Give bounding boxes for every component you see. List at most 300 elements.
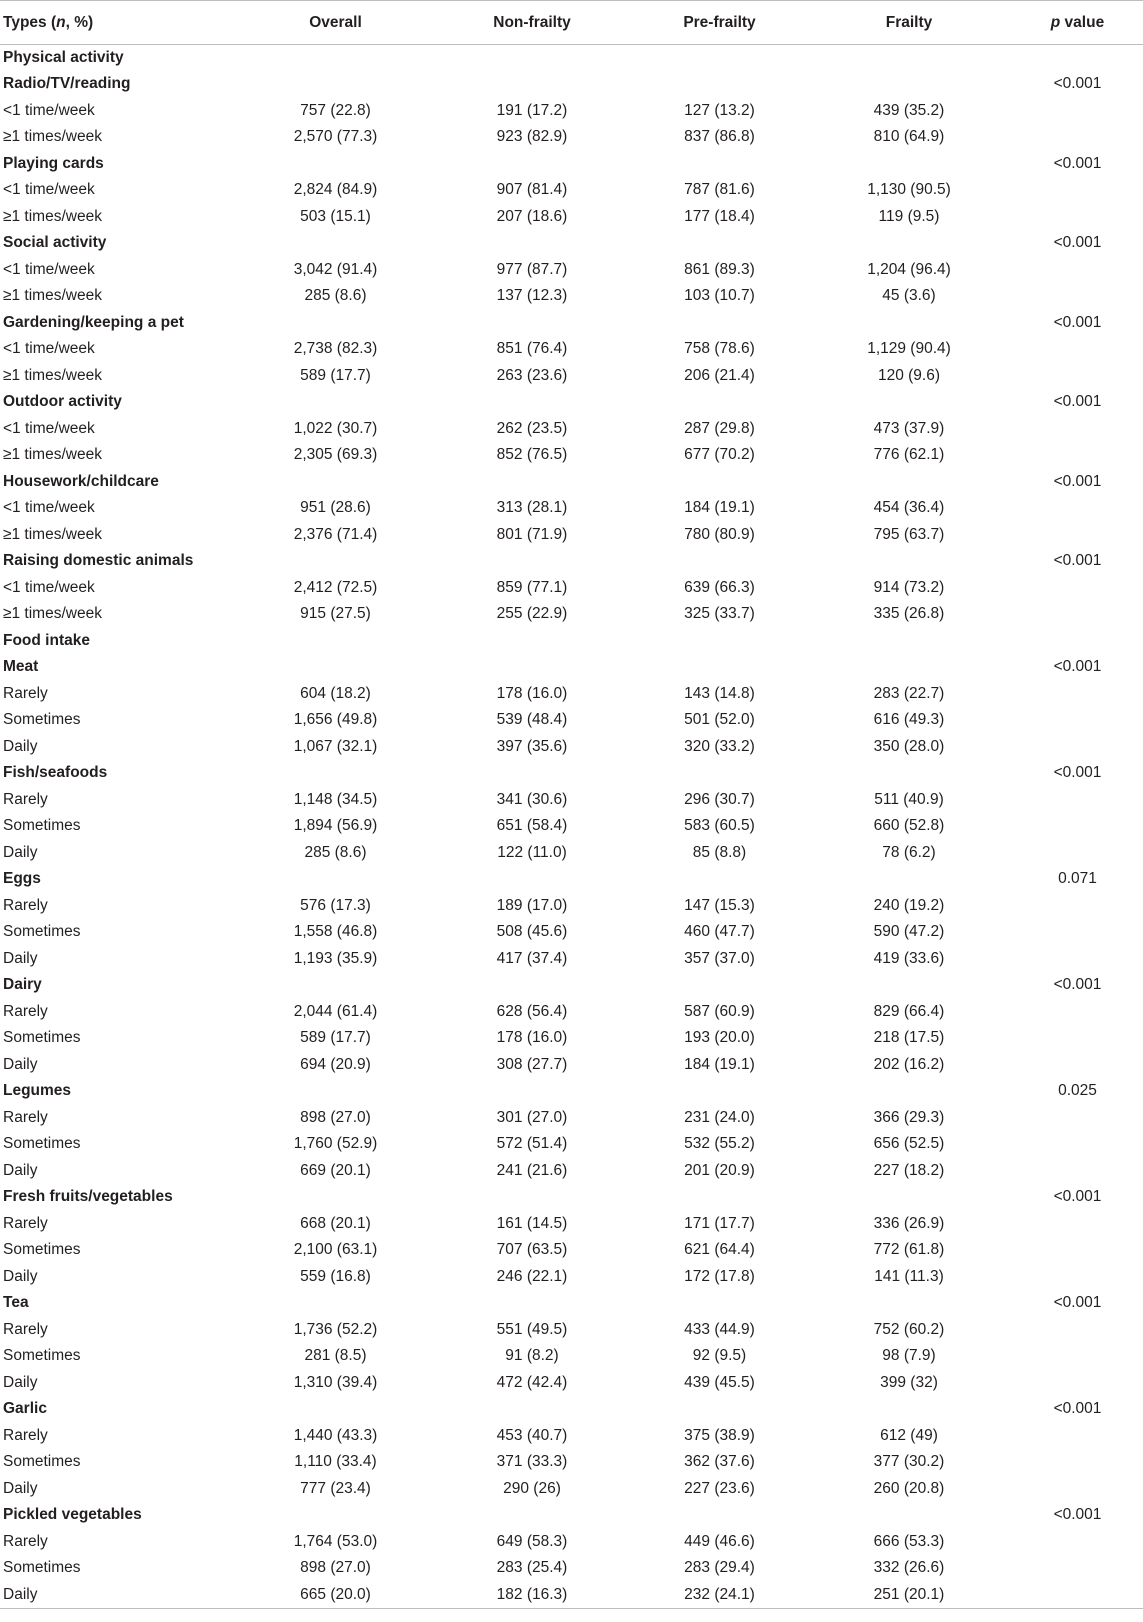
cell-frailty: 98 (7.9) bbox=[882, 1347, 936, 1365]
cell-non-frailty bbox=[439, 230, 625, 257]
table-row bbox=[0, 575, 1143, 602]
table-row bbox=[0, 1158, 1143, 1185]
cell-pre-frailty bbox=[625, 151, 814, 178]
table-row bbox=[0, 257, 1143, 284]
cell-p-value bbox=[1004, 416, 1143, 443]
cell-non-frailty: 313 (28.1) bbox=[496, 499, 568, 517]
cell-overall: 2,044 (61.4) bbox=[293, 1002, 378, 1020]
cell-non-frailty: 397 (35.6) bbox=[496, 737, 568, 755]
cell-pre-frailty: 85 (8.8) bbox=[692, 843, 747, 861]
row-label: Rarely bbox=[3, 1426, 48, 1444]
table-row bbox=[0, 1211, 1143, 1238]
cell-overall: 604 (18.2) bbox=[300, 684, 371, 702]
row-label: Rarely bbox=[3, 1320, 48, 1338]
cell-frailty bbox=[814, 628, 1004, 655]
cell-pre-frailty: 143 (14.8) bbox=[684, 684, 755, 702]
cell-p-value bbox=[1004, 336, 1143, 363]
header-frailty: Frailty bbox=[814, 1, 1004, 45]
cell-p-value bbox=[1004, 734, 1143, 761]
cell-frailty: 377 (30.2) bbox=[873, 1453, 945, 1471]
cell-p-value bbox=[1004, 124, 1143, 151]
group-label: Dairy bbox=[3, 976, 42, 994]
cell-p-value: <0.001 bbox=[1053, 393, 1102, 411]
cell-p-value bbox=[1004, 628, 1143, 655]
cell-overall: 285 (8.6) bbox=[304, 843, 367, 861]
cell-p-value bbox=[1004, 363, 1143, 390]
group-label: Gardening/keeping a pet bbox=[3, 313, 184, 331]
cell-p-value bbox=[1004, 1158, 1143, 1185]
group-row bbox=[0, 1290, 1143, 1317]
row-label: <1 time/week bbox=[3, 181, 95, 199]
cell-pre-frailty bbox=[625, 230, 814, 257]
cell-non-frailty: 801 (71.9) bbox=[496, 525, 568, 543]
cell-p-value bbox=[1004, 1449, 1143, 1476]
table-row bbox=[0, 1423, 1143, 1450]
row-label: Daily bbox=[3, 843, 38, 861]
table-row bbox=[0, 707, 1143, 734]
cell-overall bbox=[232, 310, 439, 337]
cell-overall: 2,738 (82.3) bbox=[293, 340, 378, 358]
cell-non-frailty: 262 (23.5) bbox=[496, 419, 568, 437]
cell-p-value: 0.025 bbox=[1058, 1082, 1097, 1100]
row-label: Sometimes bbox=[3, 1135, 81, 1153]
cell-pre-frailty: 583 (60.5) bbox=[684, 817, 755, 835]
cell-pre-frailty: 193 (20.0) bbox=[684, 1029, 755, 1047]
cell-p-value bbox=[1004, 946, 1143, 973]
cell-pre-frailty: 201 (20.9) bbox=[684, 1161, 755, 1179]
table-row bbox=[0, 893, 1143, 920]
table-row bbox=[0, 124, 1143, 151]
cell-overall: 1,656 (49.8) bbox=[293, 711, 378, 729]
cell-overall: 1,736 (52.2) bbox=[293, 1320, 378, 1338]
cell-overall: 1,110 (33.4) bbox=[294, 1453, 377, 1471]
cell-pre-frailty bbox=[625, 866, 814, 893]
header-non-frailty: Non-frailty bbox=[439, 1, 625, 45]
header-pre-frailty: Pre-frailty bbox=[625, 1, 814, 45]
cell-frailty bbox=[814, 1184, 1004, 1211]
cell-non-frailty: 301 (27.0) bbox=[496, 1108, 568, 1126]
cell-p-value: <0.001 bbox=[1053, 976, 1102, 994]
cell-overall: 2,376 (71.4) bbox=[293, 525, 378, 543]
cell-non-frailty: 923 (82.9) bbox=[496, 128, 568, 146]
row-label: <1 time/week bbox=[3, 101, 95, 119]
header-p-rest: value bbox=[1060, 13, 1105, 31]
cell-pre-frailty bbox=[625, 972, 814, 999]
cell-p-value bbox=[1004, 522, 1143, 549]
cell-non-frailty: 178 (16.0) bbox=[496, 684, 568, 702]
row-label: Daily bbox=[3, 1161, 38, 1179]
cell-non-frailty: 283 (25.4) bbox=[496, 1559, 568, 1577]
cell-pre-frailty: 787 (81.6) bbox=[684, 181, 755, 199]
cell-pre-frailty: 172 (17.8) bbox=[684, 1267, 755, 1285]
cell-non-frailty: 551 (49.5) bbox=[496, 1320, 568, 1338]
cell-non-frailty: 417 (37.4) bbox=[496, 949, 568, 967]
cell-frailty: 439 (35.2) bbox=[873, 101, 945, 119]
cell-p-value bbox=[1004, 1343, 1143, 1370]
cell-pre-frailty bbox=[625, 654, 814, 681]
cell-frailty bbox=[814, 230, 1004, 257]
cell-frailty: 752 (60.2) bbox=[873, 1320, 945, 1338]
cell-p-value: <0.001 bbox=[1053, 313, 1102, 331]
row-label: Rarely bbox=[3, 1214, 48, 1232]
cell-p-value: <0.001 bbox=[1053, 1188, 1102, 1206]
table-row bbox=[0, 946, 1143, 973]
table-row bbox=[0, 177, 1143, 204]
group-row bbox=[0, 1502, 1143, 1529]
table-row bbox=[0, 336, 1143, 363]
row-label: <1 time/week bbox=[3, 578, 95, 596]
cell-overall: 1,193 (35.9) bbox=[293, 949, 378, 967]
row-label: Daily bbox=[3, 949, 38, 967]
cell-p-value bbox=[1004, 840, 1143, 867]
cell-pre-frailty: 184 (19.1) bbox=[684, 1055, 755, 1073]
cell-overall: 576 (17.3) bbox=[300, 896, 371, 914]
cell-overall bbox=[232, 1396, 439, 1423]
cell-frailty bbox=[814, 151, 1004, 178]
cell-frailty: 776 (62.1) bbox=[873, 446, 945, 464]
cell-p-value bbox=[1004, 45, 1143, 72]
cell-p-value bbox=[1004, 283, 1143, 310]
cell-frailty: 454 (36.4) bbox=[873, 499, 945, 517]
row-label: Sometimes bbox=[3, 817, 81, 835]
cell-overall: 898 (27.0) bbox=[300, 1108, 371, 1126]
row-label: <1 time/week bbox=[3, 340, 95, 358]
cell-p-value bbox=[1004, 1582, 1143, 1609]
row-label: <1 time/week bbox=[3, 419, 95, 437]
cell-non-frailty bbox=[439, 654, 625, 681]
cell-overall: 2,305 (69.3) bbox=[293, 446, 378, 464]
cell-overall: 757 (22.8) bbox=[300, 101, 371, 119]
cell-frailty bbox=[814, 45, 1004, 72]
cell-p-value bbox=[1004, 177, 1143, 204]
cell-frailty: 660 (52.8) bbox=[873, 817, 945, 835]
row-label: ≥1 times/week bbox=[3, 605, 102, 623]
cell-non-frailty bbox=[439, 1396, 625, 1423]
cell-frailty bbox=[814, 1078, 1004, 1105]
cell-overall: 2,100 (63.1) bbox=[293, 1241, 378, 1259]
cell-frailty: 260 (20.8) bbox=[873, 1479, 945, 1497]
cell-p-value: <0.001 bbox=[1053, 552, 1102, 570]
cell-frailty: 795 (63.7) bbox=[873, 525, 945, 543]
cell-overall bbox=[232, 654, 439, 681]
cell-pre-frailty: 587 (60.9) bbox=[684, 1002, 755, 1020]
group-row bbox=[0, 1396, 1143, 1423]
row-label: Daily bbox=[3, 737, 38, 755]
cell-overall: 559 (16.8) bbox=[300, 1267, 371, 1285]
group-label: Legumes bbox=[3, 1082, 72, 1100]
cell-overall: 898 (27.0) bbox=[300, 1559, 371, 1577]
cell-non-frailty: 207 (18.6) bbox=[496, 207, 568, 225]
cell-frailty: 399 (32) bbox=[880, 1373, 938, 1391]
row-label: <1 time/week bbox=[3, 499, 95, 517]
cell-p-value bbox=[1004, 919, 1143, 946]
cell-frailty: 240 (19.2) bbox=[873, 896, 945, 914]
cell-pre-frailty: 177 (18.4) bbox=[684, 207, 755, 225]
cell-non-frailty: 707 (63.5) bbox=[496, 1241, 568, 1259]
cell-pre-frailty: 227 (23.6) bbox=[684, 1479, 755, 1497]
table-row bbox=[0, 1264, 1143, 1291]
table-row bbox=[0, 1555, 1143, 1582]
cell-overall: 2,824 (84.9) bbox=[293, 181, 378, 199]
cell-non-frailty bbox=[439, 628, 625, 655]
cell-overall bbox=[232, 469, 439, 496]
cell-non-frailty: 241 (21.6) bbox=[496, 1161, 568, 1179]
cell-overall: 669 (20.1) bbox=[300, 1161, 371, 1179]
cell-frailty bbox=[814, 310, 1004, 337]
cell-pre-frailty: 287 (29.8) bbox=[684, 419, 755, 437]
group-label: Radio/TV/reading bbox=[3, 75, 131, 93]
cell-non-frailty: 182 (16.3) bbox=[439, 1582, 625, 1609]
cell-frailty: 227 (18.2) bbox=[873, 1161, 945, 1179]
cell-overall bbox=[232, 389, 439, 416]
cell-pre-frailty bbox=[625, 1290, 814, 1317]
cell-overall: 1,310 (39.4) bbox=[293, 1373, 378, 1391]
row-label: ≥1 times/week bbox=[3, 207, 102, 225]
row-label: Daily bbox=[3, 1479, 38, 1497]
cell-p-value bbox=[1004, 575, 1143, 602]
cell-non-frailty bbox=[439, 310, 625, 337]
row-label: Sometimes bbox=[3, 1559, 81, 1577]
cell-frailty bbox=[814, 548, 1004, 575]
cell-non-frailty: 851 (76.4) bbox=[496, 340, 568, 358]
group-row bbox=[0, 760, 1143, 787]
row-label: Daily bbox=[3, 1373, 38, 1391]
table-row bbox=[0, 1582, 1143, 1609]
cell-overall: 777 (23.4) bbox=[300, 1479, 371, 1497]
cell-frailty bbox=[814, 654, 1004, 681]
cell-overall bbox=[232, 1078, 439, 1105]
row-label: Daily bbox=[0, 1582, 232, 1609]
cell-frailty: 772 (61.8) bbox=[873, 1241, 945, 1259]
cell-p-value bbox=[1004, 999, 1143, 1026]
cell-p-value bbox=[1004, 1423, 1143, 1450]
cell-overall: 2,570 (77.3) bbox=[293, 128, 378, 146]
cell-pre-frailty bbox=[625, 469, 814, 496]
cell-overall: 668 (20.1) bbox=[300, 1214, 371, 1232]
cell-frailty: 914 (73.2) bbox=[873, 578, 945, 596]
table-row bbox=[0, 1105, 1143, 1132]
group-row bbox=[0, 151, 1143, 178]
cell-overall: 665 (20.0) bbox=[232, 1582, 439, 1609]
cell-frailty: 366 (29.3) bbox=[873, 1108, 945, 1126]
cell-pre-frailty: 780 (80.9) bbox=[684, 525, 755, 543]
cell-overall: 1,760 (52.9) bbox=[293, 1135, 378, 1153]
cell-non-frailty bbox=[439, 45, 625, 72]
cell-pre-frailty: 677 (70.2) bbox=[684, 446, 755, 464]
cell-p-value bbox=[1004, 257, 1143, 284]
cell-pre-frailty: 206 (21.4) bbox=[684, 366, 755, 384]
cell-non-frailty: 246 (22.1) bbox=[496, 1267, 568, 1285]
cell-pre-frailty: 357 (37.0) bbox=[684, 949, 755, 967]
header-row bbox=[0, 1, 1143, 45]
cell-p-value bbox=[1004, 707, 1143, 734]
cell-p-value bbox=[1004, 1529, 1143, 1556]
table-row bbox=[0, 734, 1143, 761]
cell-non-frailty: 651 (58.4) bbox=[496, 817, 568, 835]
table-row bbox=[0, 999, 1143, 1026]
cell-p-value bbox=[1004, 204, 1143, 231]
cell-p-value: <0.001 bbox=[1053, 154, 1102, 172]
cell-frailty: 473 (37.9) bbox=[873, 419, 945, 437]
cell-pre-frailty bbox=[625, 1396, 814, 1423]
cell-pre-frailty: 320 (33.2) bbox=[684, 737, 755, 755]
cell-overall bbox=[232, 1502, 439, 1529]
cell-frailty: 810 (64.9) bbox=[873, 128, 945, 146]
cell-p-value bbox=[1004, 1211, 1143, 1238]
cell-p-value bbox=[1004, 1025, 1143, 1052]
cell-p-value bbox=[1004, 681, 1143, 708]
cell-overall: 589 (17.7) bbox=[300, 366, 371, 384]
group-label: Garlic bbox=[3, 1400, 47, 1418]
cell-p-value bbox=[1004, 98, 1143, 125]
group-row bbox=[0, 1184, 1143, 1211]
group-row bbox=[0, 71, 1143, 98]
header-types-rest: , %) bbox=[65, 13, 94, 31]
cell-non-frailty: 290 (26) bbox=[503, 1479, 561, 1497]
group-row bbox=[0, 230, 1143, 257]
cell-frailty: 251 (20.1) bbox=[814, 1582, 1004, 1609]
header-types bbox=[0, 1, 232, 45]
header-overall: Overall bbox=[232, 1, 439, 45]
row-label: Rarely bbox=[3, 896, 48, 914]
cell-non-frailty bbox=[439, 469, 625, 496]
cell-frailty: 350 (28.0) bbox=[873, 737, 945, 755]
cell-p-value bbox=[1004, 442, 1143, 469]
cell-overall bbox=[232, 71, 439, 98]
table-row bbox=[0, 1237, 1143, 1264]
cell-pre-frailty: 460 (47.7) bbox=[684, 923, 755, 941]
cell-frailty: 612 (49) bbox=[880, 1426, 938, 1444]
group-label: Fresh fruits/vegetables bbox=[3, 1188, 173, 1206]
group-label: Outdoor activity bbox=[3, 393, 122, 411]
group-label: Eggs bbox=[3, 870, 41, 888]
cell-non-frailty: 91 (8.2) bbox=[505, 1347, 559, 1365]
cell-non-frailty bbox=[439, 760, 625, 787]
cell-non-frailty: 191 (17.2) bbox=[496, 101, 568, 119]
row-label: ≥1 times/week bbox=[3, 128, 102, 146]
cell-p-value bbox=[1004, 1317, 1143, 1344]
cell-non-frailty: 907 (81.4) bbox=[496, 181, 568, 199]
cell-non-frailty: 161 (14.5) bbox=[496, 1214, 568, 1232]
cell-frailty: 120 (9.6) bbox=[877, 366, 941, 384]
cell-non-frailty: 977 (87.7) bbox=[496, 260, 568, 278]
cell-frailty: 283 (22.7) bbox=[873, 684, 945, 702]
cell-overall: 1,764 (53.0) bbox=[293, 1532, 378, 1550]
table-row bbox=[0, 1529, 1143, 1556]
cell-frailty: 1,130 (90.5) bbox=[867, 181, 951, 199]
table-row bbox=[0, 204, 1143, 231]
cell-pre-frailty: 532 (55.2) bbox=[684, 1135, 755, 1153]
cell-non-frailty bbox=[439, 1184, 625, 1211]
row-label: <1 time/week bbox=[3, 260, 95, 278]
table-row bbox=[0, 1449, 1143, 1476]
row-label: Rarely bbox=[3, 1532, 48, 1550]
cell-pre-frailty bbox=[625, 1184, 814, 1211]
group-label: Meat bbox=[3, 658, 39, 676]
cell-overall: 1,067 (32.1) bbox=[293, 737, 378, 755]
row-label: ≥1 times/week bbox=[3, 366, 102, 384]
cell-p-value bbox=[1004, 787, 1143, 814]
header-p-value bbox=[1004, 1, 1143, 45]
cell-p-value: <0.001 bbox=[1053, 234, 1102, 252]
group-row bbox=[0, 866, 1143, 893]
table-row bbox=[0, 495, 1143, 522]
cell-non-frailty bbox=[439, 1502, 625, 1529]
cell-non-frailty: 859 (77.1) bbox=[496, 578, 568, 596]
cell-p-value bbox=[1004, 893, 1143, 920]
cell-p-value bbox=[1004, 601, 1143, 628]
cell-frailty: 202 (16.2) bbox=[873, 1055, 945, 1073]
cell-pre-frailty: 283 (29.4) bbox=[684, 1559, 755, 1577]
table-row bbox=[0, 1131, 1143, 1158]
cell-overall: 503 (15.1) bbox=[300, 207, 371, 225]
table-row bbox=[0, 840, 1143, 867]
cell-non-frailty bbox=[439, 1078, 625, 1105]
cell-overall: 1,148 (34.5) bbox=[293, 790, 378, 808]
cell-frailty: 511 (40.9) bbox=[874, 790, 944, 808]
row-label: Sometimes bbox=[3, 1347, 81, 1365]
cell-pre-frailty bbox=[625, 760, 814, 787]
row-label: Rarely bbox=[3, 684, 48, 702]
group-row bbox=[0, 469, 1143, 496]
cell-frailty bbox=[814, 469, 1004, 496]
header-p: p bbox=[1050, 13, 1061, 31]
row-label: Sometimes bbox=[3, 1241, 81, 1259]
cell-overall: 1,894 (56.9) bbox=[293, 817, 378, 835]
table-row bbox=[0, 813, 1143, 840]
cell-non-frailty bbox=[439, 389, 625, 416]
cell-overall: 589 (17.7) bbox=[300, 1029, 371, 1047]
cell-non-frailty: 852 (76.5) bbox=[496, 446, 568, 464]
group-label: Pickled vegetables bbox=[3, 1506, 142, 1524]
cell-p-value bbox=[1004, 1264, 1143, 1291]
cell-p-value: 0.071 bbox=[1058, 870, 1097, 888]
cell-frailty: 119 (9.5) bbox=[878, 207, 940, 225]
cell-pre-frailty: 92 (9.5) bbox=[692, 1347, 747, 1365]
table-row bbox=[0, 1052, 1143, 1079]
row-label: Sometimes bbox=[3, 1029, 81, 1047]
cell-non-frailty: 178 (16.0) bbox=[496, 1029, 568, 1047]
cell-non-frailty: 263 (23.6) bbox=[496, 366, 568, 384]
cell-frailty: 336 (26.9) bbox=[873, 1214, 945, 1232]
cell-non-frailty: 453 (40.7) bbox=[496, 1426, 568, 1444]
cell-p-value bbox=[1004, 495, 1143, 522]
cell-pre-frailty bbox=[625, 1078, 814, 1105]
cell-overall bbox=[232, 151, 439, 178]
row-label: ≥1 times/week bbox=[3, 446, 102, 464]
cell-pre-frailty: 362 (37.6) bbox=[684, 1453, 755, 1471]
cell-overall: 1,558 (46.8) bbox=[293, 923, 378, 941]
cell-frailty: 332 (26.6) bbox=[873, 1559, 945, 1577]
cell-overall bbox=[232, 1184, 439, 1211]
cell-pre-frailty: 501 (52.0) bbox=[684, 711, 755, 729]
group-row bbox=[0, 654, 1143, 681]
cell-pre-frailty bbox=[625, 1502, 814, 1529]
cell-non-frailty: 308 (27.7) bbox=[496, 1055, 568, 1073]
cell-frailty bbox=[814, 389, 1004, 416]
cell-frailty bbox=[814, 972, 1004, 999]
cell-non-frailty bbox=[439, 972, 625, 999]
group-label: Fish/seafoods bbox=[3, 764, 108, 782]
cell-p-value bbox=[1004, 1237, 1143, 1264]
cell-p-value bbox=[1004, 1105, 1143, 1132]
cell-frailty: 666 (53.3) bbox=[873, 1532, 945, 1550]
cell-pre-frailty bbox=[625, 389, 814, 416]
cell-overall bbox=[232, 548, 439, 575]
cell-non-frailty: 137 (12.3) bbox=[496, 287, 568, 305]
cell-non-frailty: 649 (58.3) bbox=[496, 1532, 568, 1550]
cell-overall bbox=[232, 972, 439, 999]
